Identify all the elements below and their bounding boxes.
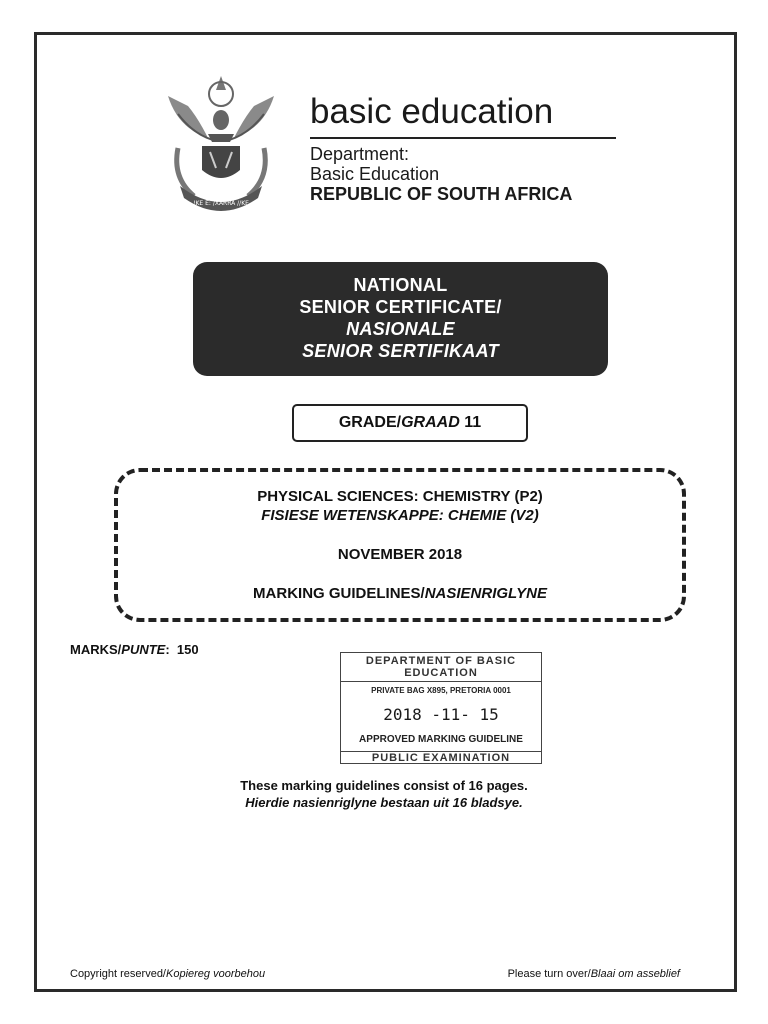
stamp-date: 2018 -11- 15 <box>383 705 499 724</box>
subject-box <box>114 468 686 622</box>
stamp-line-1: DEPARTMENT OF BASIC <box>365 655 517 667</box>
stamp-address: PRIVATE BAG X895, PRETORIA 0001 <box>371 686 511 695</box>
subject-title-en: PHYSICAL SCIENCES: CHEMISTRY (P2) <box>257 488 543 505</box>
exam-date: NOVEMBER 2018 <box>337 546 463 563</box>
certificate-line-3: NASIONALE <box>346 319 455 339</box>
page-count-af: Hierdie nasienriglyne bestaan uit 16 bladsye. <box>245 795 523 810</box>
marks-label-en: MARKS/ <box>70 642 122 657</box>
grade-label-af: GRAAD <box>401 414 460 431</box>
country-name: REPUBLIC OF SOUTH AFRICA <box>310 184 573 204</box>
copyright-en: Copyright reserved/ <box>70 968 166 980</box>
stamp-line-2: EDUCATION <box>341 667 541 682</box>
copyright-af: Kopiereg voorbehou <box>166 968 266 980</box>
document-type <box>118 585 682 602</box>
certificate-line-2: SENIOR CERTIFICATE/ <box>299 297 502 317</box>
coat-of-arms-icon <box>158 68 284 214</box>
brand-title: basic education <box>310 92 554 131</box>
turn-over-en: Please turn over/ <box>507 968 591 980</box>
stamp-exam-type: PUBLIC EXAMINATION <box>341 751 541 765</box>
stamp-approval: APPROVED MARKING GUIDELINE <box>359 734 523 745</box>
svg-text:!KE E: /XARRA //KE: !KE E: /XARRA //KE <box>193 200 249 207</box>
brand-underline <box>310 137 616 139</box>
certificate-line-1: NATIONAL <box>353 275 448 295</box>
marks-value: 150 <box>176 642 199 657</box>
department-label: Department: <box>310 144 410 164</box>
marks-total: MARKS/PUNTE: 150 <box>70 642 199 657</box>
turn-over-notice <box>508 968 680 980</box>
guidelines-label-en: MARKING GUIDELINES/ <box>253 585 425 602</box>
copyright-notice <box>70 968 265 980</box>
subject-title-af: FISIESE WETENSKAPPE: CHEMIE (V2) <box>261 507 539 524</box>
certificate-line-4: SENIOR SERTIFIKAAT <box>302 341 499 361</box>
approval-stamp <box>340 652 542 764</box>
grade-label-en: GRADE/ <box>338 414 402 431</box>
marks-label-af: PUNTE <box>121 642 166 657</box>
department-name: Basic Education <box>310 164 440 184</box>
certificate-banner <box>193 262 608 376</box>
grade-box <box>292 404 528 442</box>
page-count-en: These marking guidelines consist of 16 pages. <box>240 778 528 793</box>
turn-over-af: Blaai om asseblief <box>590 968 680 980</box>
grade-number: 11 <box>464 414 482 431</box>
guidelines-label-af: NASIENRIGLYNE <box>424 585 547 602</box>
